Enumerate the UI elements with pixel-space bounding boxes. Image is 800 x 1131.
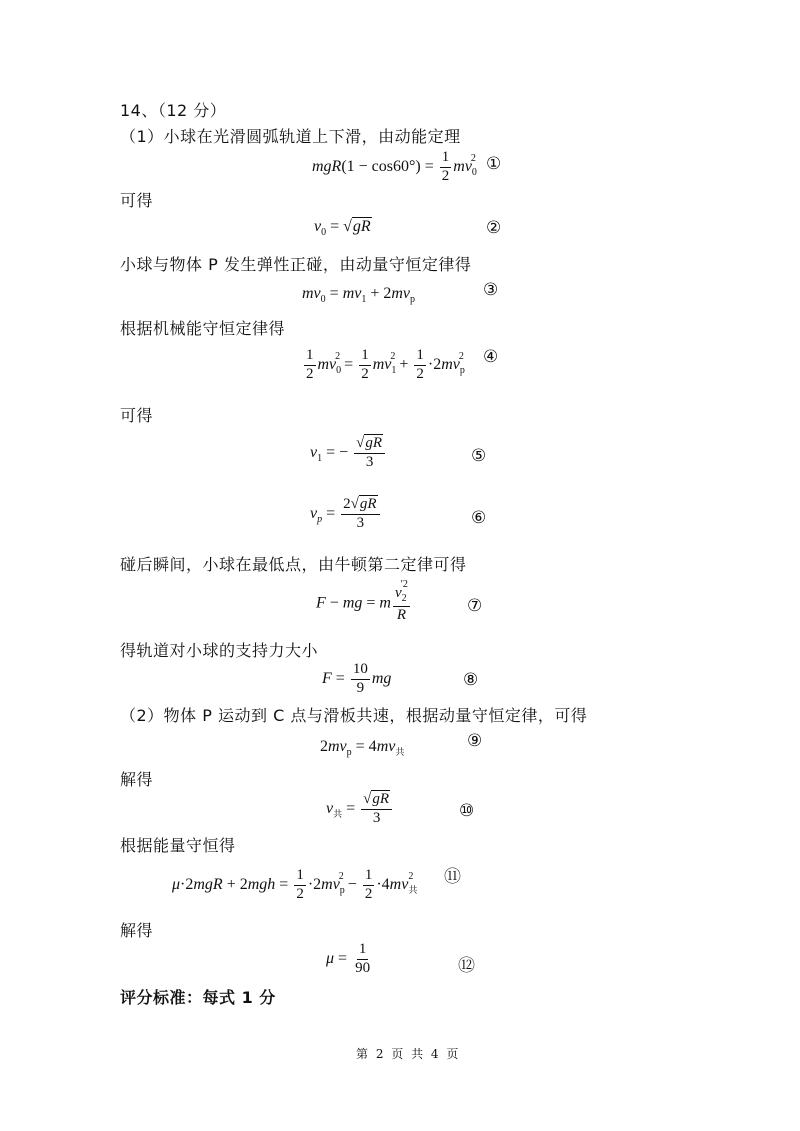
equation-11: μ·2mgR + 2mgh = $\frac{1}{2}$ $\cdot 2mv_p^2$ − $\frac{1}{2}$ $\cdot 4mv_共^2$ xyxy=(172,867,418,902)
text-energy: 根据机械能守恒定律得 xyxy=(120,319,286,338)
text-after-collision: 碰后瞬间，小球在最低点，由牛顿第二定律可得 xyxy=(120,555,467,574)
scoring-standard: 评分标准：每式 1 分 xyxy=(120,988,276,1007)
equation-3: $mv_0 = mv_1 + 2mv_p$ xyxy=(302,285,416,306)
marker-1: ① xyxy=(486,154,502,174)
equation-4: $\frac{1}{2}$ $mv_0^2$ = $\frac{1}{2}$ $mv_1^2$ + $\frac{1}{2}$ $\cdot 2mv_p^2$ xyxy=(306,347,465,382)
marker-12: ⑫ xyxy=(458,956,475,976)
text-collision: 小球与物体 P 发生弹性正碰，由动量守恒定律得 xyxy=(120,255,472,274)
equation-7: F − mg = m $\frac{v_2^{'2}}{R}$ xyxy=(316,579,408,623)
part1-intro: （1）小球在光滑圆弧轨道上下滑，由动能定理 xyxy=(120,127,461,146)
equation-2: $v_0 = √gR$ xyxy=(314,218,371,239)
marker-10: ⑩ xyxy=(459,801,475,821)
marker-6: ⑥ xyxy=(471,508,487,528)
equation-9: $2mv_p = 4mv_共$ xyxy=(320,738,405,759)
part2-intro: （2）物体 P 运动到 C 点与滑板共速，根据动量守恒定律，可得 xyxy=(120,706,588,725)
text-kede-1: 可得 xyxy=(120,191,154,210)
marker-2: ② xyxy=(486,218,502,238)
text-jiede-1: 解得 xyxy=(120,770,154,789)
text-energy-2: 根据能量守恒得 xyxy=(120,836,236,855)
marker-7: ⑦ xyxy=(467,596,483,616)
text-support: 得轨道对小球的支持力大小 xyxy=(120,641,319,660)
marker-3: ③ xyxy=(483,280,499,300)
text-jiede-2: 解得 xyxy=(120,921,154,940)
problem-heading: 14、（12 分） xyxy=(120,101,227,120)
equation-8: F = $\frac{10}{9}$ mg xyxy=(322,661,392,696)
marker-4: ④ xyxy=(483,347,499,367)
equation-6: $v_p$ = $\frac{2√gR}{3}$ xyxy=(310,497,382,532)
marker-11: ⑪ xyxy=(444,867,461,887)
marker-5: ⑤ xyxy=(471,446,487,466)
equation-10: $v_共$ = $\frac{√gR}{3}$ xyxy=(326,792,394,827)
equation-12: μ = $\frac{1}{90}$ xyxy=(326,941,371,976)
equation-1: mgR(1 − cos60°) = $\frac{1}{2}$ $mv_0^2$ xyxy=(312,149,477,184)
marker-9: ⑨ xyxy=(467,731,483,751)
marker-8: ⑧ xyxy=(463,670,479,690)
text-kede-2: 可得 xyxy=(120,406,154,425)
equation-5: $v_1$ = − $\frac{√gR}{3}$ xyxy=(310,436,387,471)
page-footer: 第 2 页 共 4 页 xyxy=(356,1047,461,1061)
